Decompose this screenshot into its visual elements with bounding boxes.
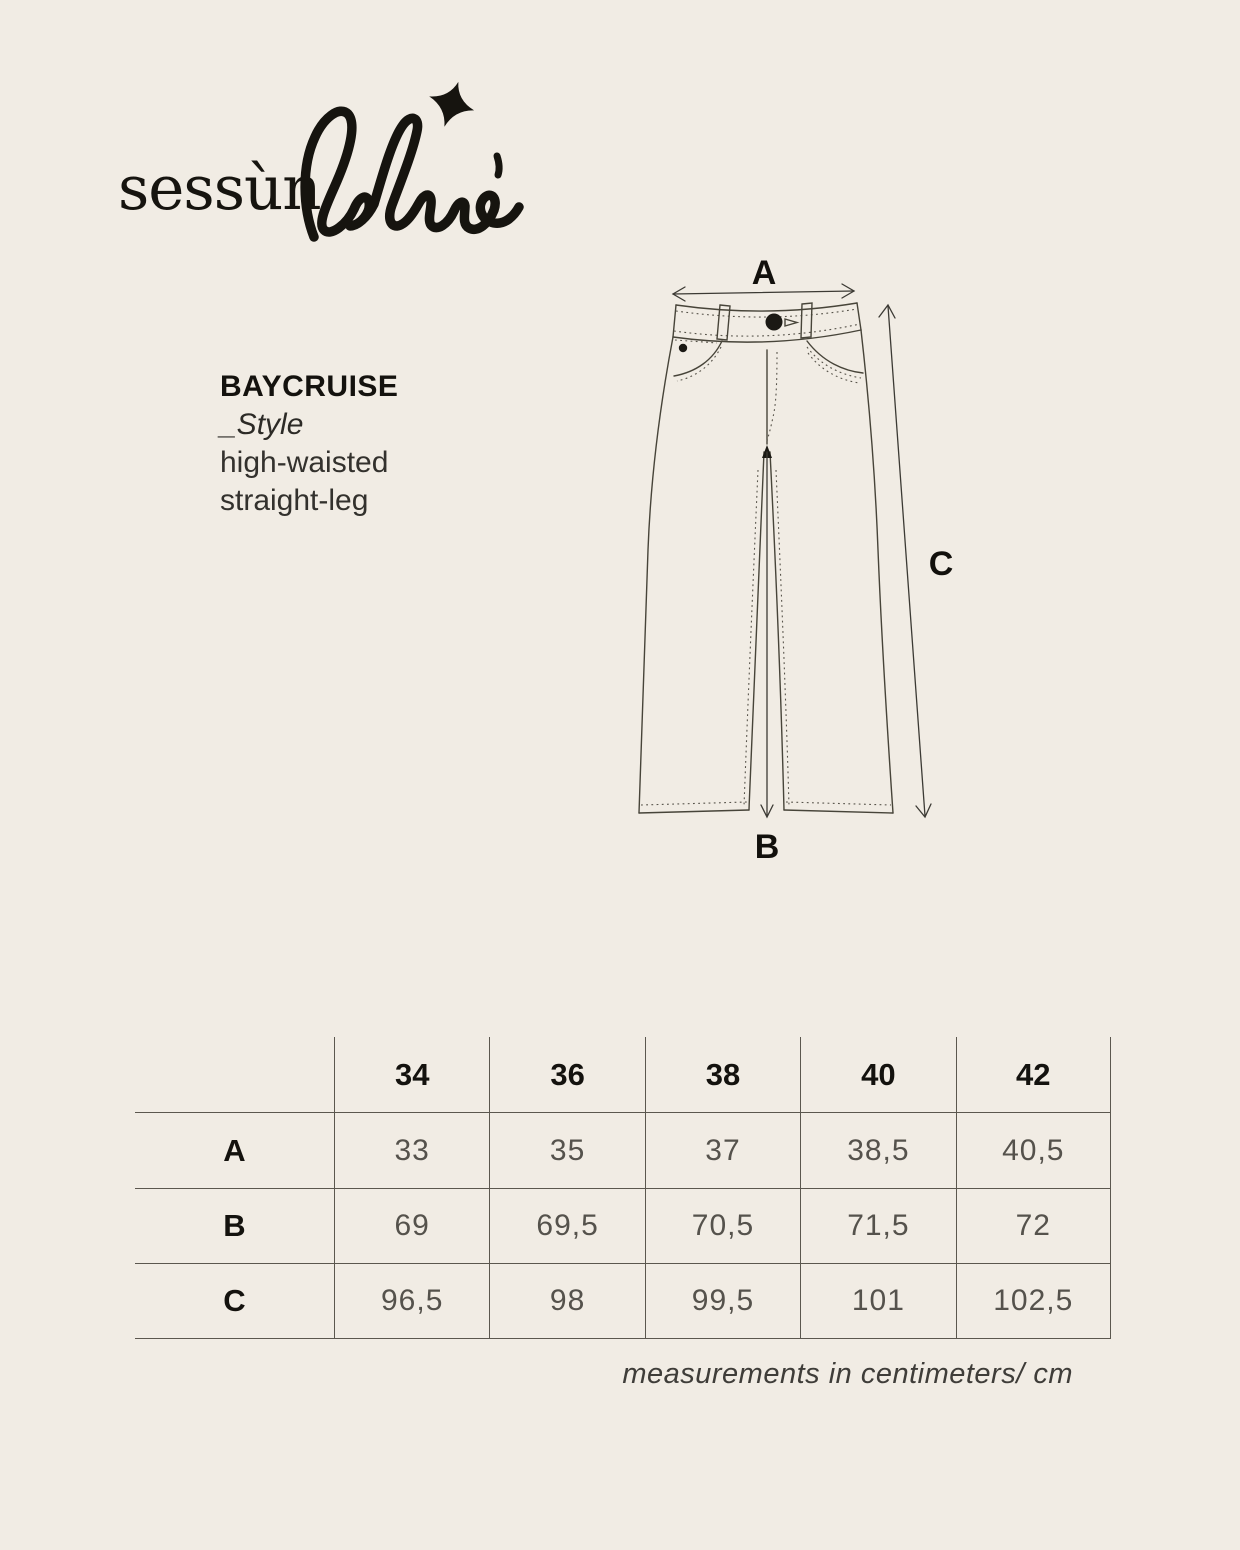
measurement-value: 102,5 — [956, 1264, 1111, 1339]
measure-c-label: C — [928, 545, 954, 583]
left-inseam — [749, 452, 764, 810]
measurement-value: 96,5 — [334, 1264, 489, 1339]
size-col-header: 34 — [334, 1037, 489, 1113]
row-label-b: B — [135, 1189, 334, 1264]
measurement-value: 99,5 — [645, 1264, 800, 1339]
size-col-header: 42 — [956, 1037, 1111, 1113]
right-hem — [784, 810, 893, 813]
product-style-label: _Style — [220, 408, 304, 441]
measure-c-arrow — [888, 306, 925, 816]
product-style-line-1: high-waisted — [220, 446, 389, 479]
right-inseam — [770, 452, 784, 810]
measurement-value: 69,5 — [489, 1189, 644, 1264]
left-hem — [639, 810, 749, 813]
size-col-header: 38 — [645, 1037, 800, 1113]
units-footnote: measurements in centimeters/ cm — [622, 1358, 1073, 1390]
measurement-value: 101 — [800, 1264, 955, 1339]
product-name: BAYCRUISE — [220, 370, 399, 403]
fly-j-stitch — [767, 352, 777, 441]
measurement-value: 72 — [956, 1189, 1111, 1264]
buttonhole-mark — [785, 319, 797, 326]
measurement-value: 70,5 — [645, 1189, 800, 1264]
measurement-value: 33 — [334, 1113, 489, 1189]
right-outer-seam — [861, 330, 893, 813]
left-outer-seam — [639, 337, 673, 813]
waistband-top — [676, 303, 857, 311]
right-pocket-stitch-1 — [807, 347, 861, 378]
measure-b-label: B — [754, 828, 780, 866]
sparkle-icon — [422, 75, 480, 133]
size-col-header: 40 — [800, 1037, 955, 1113]
waist-button — [766, 314, 783, 331]
brand-logo-blue-script — [290, 70, 530, 255]
size-table-corner-cell — [135, 1037, 334, 1113]
jeans-measurement-diagram — [600, 250, 980, 880]
right-hem-stitch — [786, 802, 891, 805]
left-hem-stitch — [641, 802, 747, 805]
measurement-value: 69 — [334, 1189, 489, 1264]
brand-logo-blue-text — [0, 0, 1, 1]
size-col-header: 36 — [489, 1037, 644, 1113]
measurement-value: 38,5 — [800, 1113, 955, 1189]
waistband-bottom — [673, 330, 861, 342]
measurement-value: 98 — [489, 1264, 644, 1339]
measurement-value: 71,5 — [800, 1189, 955, 1264]
size-table — [135, 1037, 1111, 1339]
waistband-right-edge — [857, 303, 861, 330]
waistband-left-edge — [673, 305, 676, 337]
waistband-stitch-top — [676, 309, 857, 317]
blue-script-stroke — [305, 111, 519, 237]
product-info — [220, 368, 398, 520]
measure-c-arrowhead-bottom — [916, 804, 931, 817]
row-label-a: A — [135, 1113, 334, 1189]
measurement-value: 37 — [645, 1113, 800, 1189]
right-pocket-stitch-2 — [808, 353, 859, 383]
row-label-c: C — [135, 1264, 334, 1339]
measurement-value: 40,5 — [956, 1113, 1111, 1189]
measure-a-label: A — [751, 254, 777, 292]
measure-c-arrowhead-top — [879, 305, 895, 318]
right-pocket-curve — [807, 341, 863, 373]
coin-pocket-rivet — [679, 344, 687, 352]
measurement-value: 35 — [489, 1113, 644, 1189]
product-style-line-2: straight-leg — [220, 484, 369, 517]
blue-script-accent — [497, 156, 499, 175]
brand-logo-sessun: sessùn — [118, 153, 321, 224]
